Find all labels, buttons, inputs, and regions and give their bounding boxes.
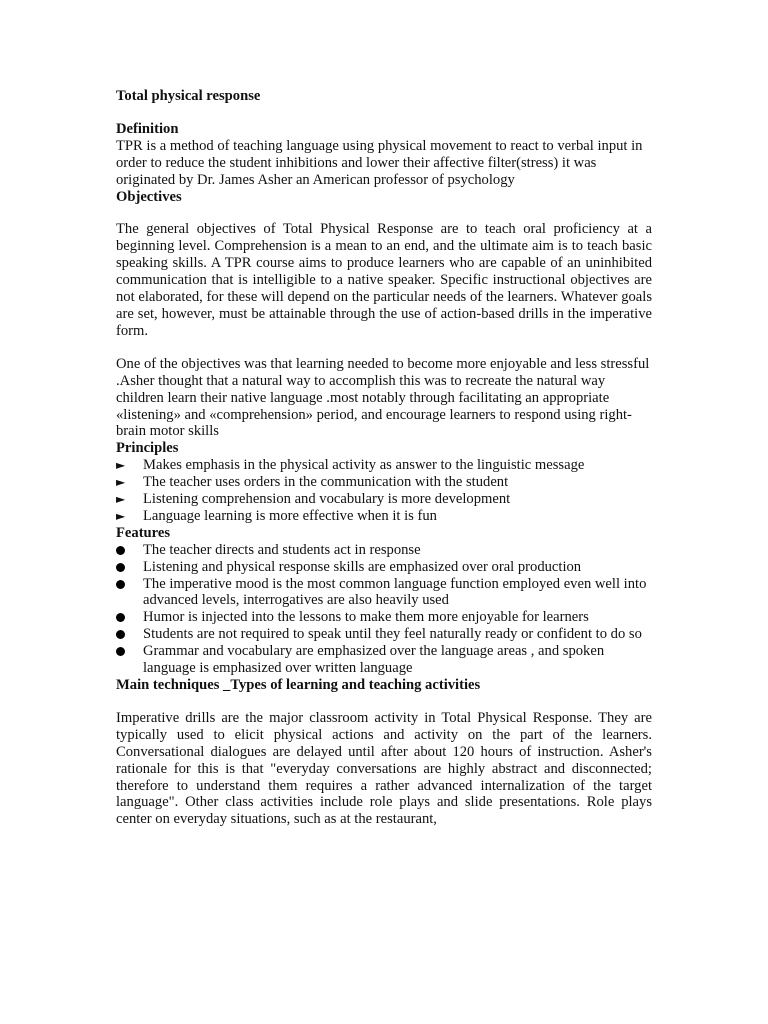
features-list	[116, 542, 652, 677]
list-item	[116, 609, 652, 626]
objectives-heading: Objectives	[116, 188, 182, 205]
list-item	[116, 559, 652, 576]
list-item-text: Humor is injected into the lessons to make them more enjoyable for learners	[143, 609, 589, 626]
filled-circle-bullet-icon	[116, 546, 125, 555]
filled-circle-bullet-icon	[116, 580, 125, 589]
principles-heading: Principles	[116, 440, 179, 457]
techniques-section	[116, 677, 652, 828]
definition-section	[116, 121, 652, 189]
list-item-text: Listening comprehension and vocabulary is more development	[143, 491, 511, 508]
right-triangle-bullet-icon: ►	[116, 458, 126, 473]
principles-section	[116, 440, 652, 525]
filled-circle-bullet-icon	[116, 613, 125, 622]
list-item-text: The teacher directs and students act in response	[143, 541, 421, 558]
list-item-text: Students are not required to speak until they feel naturally ready or confident to do so	[143, 626, 642, 643]
objectives-paragraph: The general objectives of Total Physical Response are to teach oral proficiency at a beginning level. Comprehension is a mean to an end, and the ultimate aim is to teach basic speaking skills. A TPR course aims to produce learners who are capable of an uninhibited communication that is intelligible to a native speaker. Specific instructional objectives are not elaborated, for these will depend on the particular needs of the learners. Whatever goals are set, however, must be attainable through the use of action-based drills in the imperative form.	[116, 221, 652, 339]
techniques-heading: Main techniques _Types of learning and teaching activities	[116, 677, 481, 693]
document-page	[116, 88, 652, 828]
right-triangle-bullet-icon: ►	[116, 492, 126, 507]
list-item-text: Language learning is more effective when it is fun	[143, 507, 437, 524]
filled-circle-bullet-icon	[116, 563, 125, 572]
list-item-text: Grammar and vocabulary are emphasized over the language areas , and spoken language is emphasized over written language	[143, 643, 605, 677]
techniques-text: Imperative drills are the major classroom activity in Total Physical Response. They are typically used to elicit physical actions and activity on the part of the learners. Conversational dialogues are delayed until after about 120 hours of instruction. Asher's rationale for this is that "everyday conversations are highly abstract and disconnected; therefore to understand them requires a rather advanced internalization of the target language". Other class activities include role plays and slide presentations. Role plays center on everyday situations, such as at the restaurant,	[116, 709, 652, 828]
list-item-text: The imperative mood is the most common language function employed even well into advanced levels, interrogatives are also heavily used	[143, 575, 647, 609]
definition-heading: Definition	[116, 120, 179, 137]
list-item	[116, 542, 652, 559]
list-item-text: Makes emphasis in the physical activity as answer to the linguistic message	[143, 457, 585, 474]
document-title: Total physical response	[116, 88, 261, 104]
right-triangle-bullet-icon: ►	[116, 508, 126, 523]
list-item	[116, 508, 652, 525]
features-section	[116, 525, 652, 677]
definition-text: TPR is a method of teaching language using physical movement to react to verbal input in order to reduce the student inhibitions and lower their affective filter(stress) it was originated by Dr. James Asher an American professor of psychology	[116, 137, 643, 188]
right-triangle-bullet-icon: ►	[116, 475, 126, 490]
objectives-section	[116, 189, 652, 441]
list-item	[116, 626, 652, 643]
features-heading: Features	[116, 524, 171, 541]
list-item-text: Listening and physical response skills are emphasized over oral production	[143, 558, 582, 575]
objectives-paragraph: One of the objectives was that learning needed to become more enjoyable and less stressful .Asher thought that a natural way to accomplish this was to recreate the natural way children learn their native language .most notably through facilitating an appropriate «listening» and «comprehension» period, and encourage learners to respond using right-brain motor skills	[116, 355, 650, 440]
filled-circle-bullet-icon	[116, 647, 125, 656]
list-item	[116, 491, 652, 508]
principles-list	[116, 457, 652, 525]
list-item	[116, 474, 652, 491]
list-item	[116, 576, 652, 610]
list-item	[116, 643, 652, 677]
list-item	[116, 457, 652, 474]
list-item-text: The teacher uses orders in the communication with the student	[143, 474, 509, 491]
filled-circle-bullet-icon	[116, 630, 125, 639]
